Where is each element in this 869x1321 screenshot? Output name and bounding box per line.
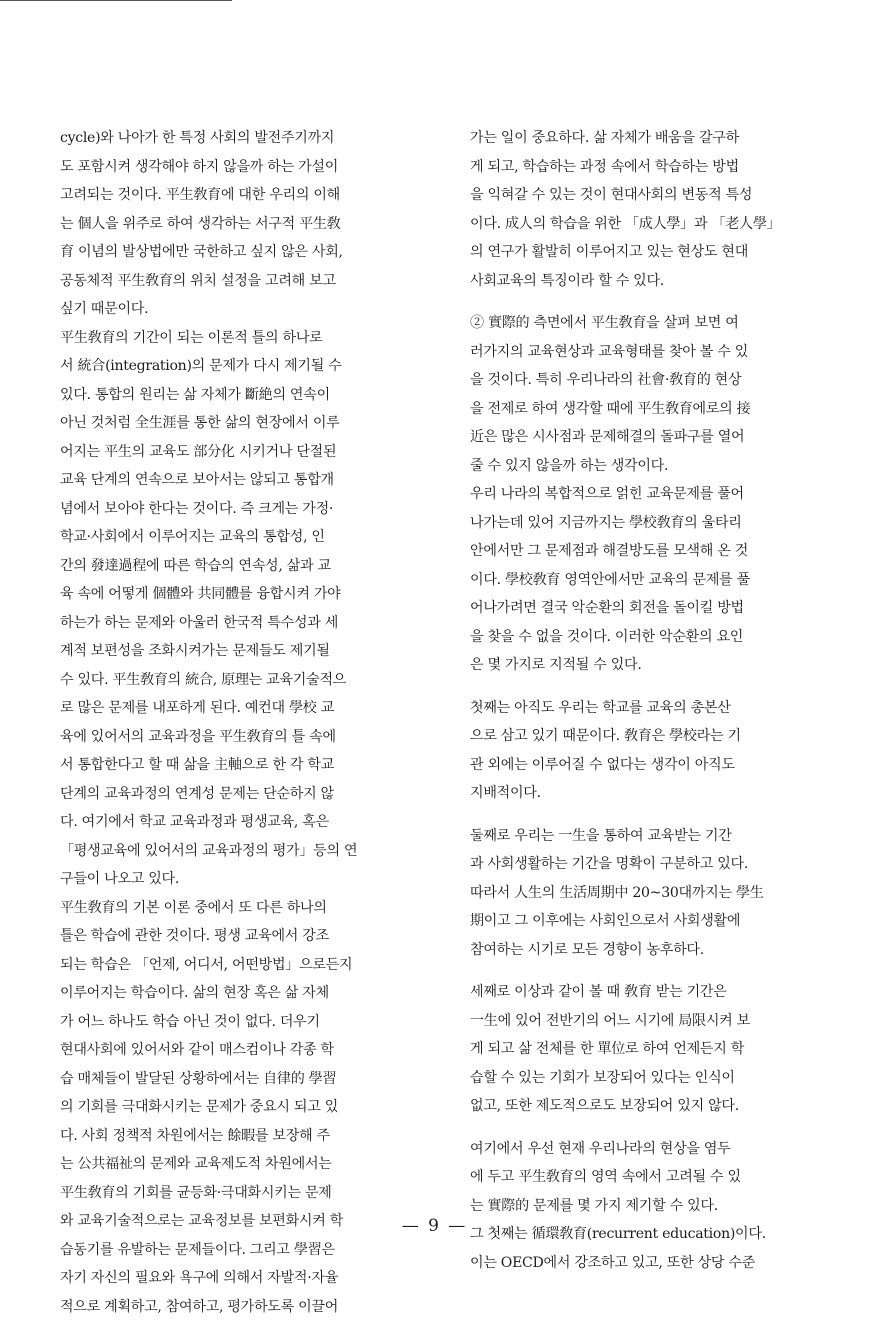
text-line: 교육 단계의 연속으로 보아서는 않되고 통합개 [60,466,446,495]
text-line: 가는 일이 중요하다. 삶 자체가 배움을 갈구하 [470,124,826,153]
page-number: — 9 — [0,1216,869,1236]
text-line: 의 연구가 활발히 이루어지고 있는 현상도 현대 [470,238,826,267]
text-line: 우리 나라의 복합적으로 얽힌 교육문제를 풀어 [470,480,826,509]
paragraph-gap [470,680,826,694]
text-line: 와 교육기술적으로는 교육정보를 보편화시켜 학 [60,1207,446,1236]
text-line: 게 되고 삶 전체를 한 單位로 하여 언제든지 학 [470,1035,826,1064]
text-line: 나가는데 있어 지금까지는 學校敎育의 울타리 [470,509,826,538]
text-line: 어나가려면 결국 악순환의 회전을 돌이킬 방법 [470,594,826,623]
text-line: 을 익혀갈 수 있는 것이 현대사회의 변동적 특성 [470,181,826,210]
text-line: 平生敎育의 기회를 균등화·극대화시키는 문제 [60,1179,446,1208]
text-line: 으로 삼고 있기 때문이다. 敎育은 學校라는 기 [470,722,826,751]
text-line: 싶기 때문이다. [60,295,446,324]
text-line: 로 많은 문제를 내포하게 된다. 예컨대 學校 교 [60,694,446,723]
text-line: 育 이념의 발상법에만 국한하고 싶지 않은 사회, [60,238,446,267]
text-line: 一生에 있어 전반기의 어느 시기에 局限시켜 보 [470,1007,826,1036]
text-line: 안에서만 그 문제점과 해결방도를 모색해 온 것 [470,537,826,566]
text-line: 을 전제로 하여 생각할 때에 平生敎育에로의 接 [470,395,826,424]
text-line: 계적 보편성을 조화시켜가는 문제들도 제기될 [60,637,446,666]
text-line: 는 實際的 문제를 몇 가지 제기할 수 있다. [470,1192,826,1221]
text-line: 습 매체들이 발달된 상황하에서는 自律的 學習 [60,1065,446,1094]
text-line: 관 외에는 이루어질 수 없다는 생각이 아직도 [470,751,826,780]
text-line: 이루어지는 학습이다. 삶의 현장 혹은 삶 자체 [60,979,446,1008]
text-line: 어지는 平生의 교육도 部分化 시키거나 단절된 [60,438,446,467]
paragraph-gap [470,295,826,309]
text-line: 세째로 이상과 같이 볼 때 敎育 받는 기간은 [470,978,826,1007]
text-line: 지배적이다. [470,779,826,808]
text-line: 는 個人을 위주로 하여 생각하는 서구적 平生敎 [60,210,446,239]
text-line: 이는 OECD에서 강조하고 있고, 또한 상당 수준 [470,1249,826,1278]
text-line: 러가지의 교육현상과 교육형태를 찾아 볼 수 있 [470,338,826,367]
text-line: 첫째는 아직도 우리는 학교를 교육의 총본산 [470,694,826,723]
text-line: 平生敎育의 기본 이론 중에서 또 다른 하나의 [60,894,446,923]
text-line: 현대사회에 있어서와 같이 매스컴이나 각종 학 [60,1036,446,1065]
text-line: 학교·사회에서 이루어지는 교육의 통합성, 인 [60,523,446,552]
text-line: ② 實際的 측면에서 平生敎育을 살펴 보면 여 [470,309,826,338]
text-line: 가 어느 하나도 학습 아닌 것이 없다. 더우기 [60,1008,446,1037]
text-line: 참여하는 시기로 모든 경향이 농후하다. [470,936,826,965]
text-line: 그 첫째는 循環敎育(recurrent education)이다. [470,1220,826,1249]
text-line: 육 속에 어떻게 個體와 共同體를 융합시켜 가야 [60,580,446,609]
text-line: 습동기를 유발하는 문제들이다. 그리고 學習은 [60,1236,446,1265]
text-line: 적으로 계획하고, 참여하고, 평가하도록 이끌어 [60,1293,446,1321]
text-line: 간의 發達過程에 따른 학습의 연속성, 삶과 교 [60,552,446,581]
left-column [60,124,446,1321]
paragraph-gap [470,808,826,822]
right-column [470,124,826,1277]
text-line: 「평생교육에 있어서의 교육과정의 평가」등의 연 [60,837,446,866]
text-line: 되는 학습은 「언제, 어디서, 어떤방법」으로든지 [60,951,446,980]
text-line: 공동체적 平生敎育의 위치 설정을 고려해 보고 [60,267,446,296]
text-line: 없고, 또한 제도적으로도 보장되어 있지 않다. [470,1092,826,1121]
text-line: 단계의 교육과정의 연계성 문제는 단순하지 않 [60,780,446,809]
text-line: 近은 많은 시사점과 문제해결의 돌파구를 열어 [470,423,826,452]
text-line: 고려되는 것이다. 平生敎育에 대한 우리의 이해 [60,181,446,210]
text-line: 아닌 것처럼 全生涯를 통한 삶의 현장에서 이루 [60,409,446,438]
text-line: 이다. 學校敎育 영역안에서만 교육의 문제를 풀 [470,566,826,595]
text-line: 다. 사회 정책적 차원에서는 餘暇를 보장해 주 [60,1122,446,1151]
text-line: 하는가 하는 문제와 아울러 한국적 특수성과 세 [60,609,446,638]
paragraph-gap [470,1121,826,1135]
text-line: 구들이 나오고 있다. [60,865,446,894]
text-line: 게 되고, 학습하는 과정 속에서 학습하는 방법 [470,153,826,182]
text-line: 平生敎育의 기간이 되는 이론적 틀의 하나로 [60,324,446,353]
text-line: 다. 여기에서 학교 교육과정과 평생교육, 혹은 [60,808,446,837]
text-line: 자기 자신의 필요와 욕구에 의해서 자발적·자율 [60,1264,446,1293]
text-line: 줄 수 있지 않을까 하는 생각이다. [470,452,826,481]
text-line: 의 기회를 극대화시키는 문제가 중요시 되고 있 [60,1093,446,1122]
text-line: 을 찾을 수 없을 것이다. 이러한 악순환의 요인 [470,623,826,652]
text-line: 도 포함시켜 생각해야 하지 않을까 하는 가설이 [60,153,446,182]
text-line: 습할 수 있는 기회가 보장되어 있다는 인식이 [470,1064,826,1093]
text-line: 육에 있어서의 교육과정을 平生敎育의 틀 속에 [60,723,446,752]
text-line: 수 있다. 平生敎育의 統合, 原理는 교육기술적으 [60,666,446,695]
text-line: 념에서 보아야 한다는 것이다. 즉 크게는 가정· [60,495,446,524]
text-line: cycle)와 나아가 한 특정 사회의 발전주기까지 [60,124,446,153]
text-line: 에 두고 平生敎育의 영역 속에서 고려될 수 있 [470,1163,826,1192]
text-line: 을 것이다. 특히 우리나라의 社會·敎育的 현상 [470,366,826,395]
text-line: 둘째로 우리는 一生을 통하여 교육받는 기간 [470,822,826,851]
text-line: 期이고 그 이후에는 사회인으로서 사회생활에 [470,907,826,936]
text-line: 사회교육의 특징이라 할 수 있다. [470,267,826,296]
text-line: 틀은 학습에 관한 것이다. 평생 교육에서 강조 [60,922,446,951]
top-rule [0,0,232,1]
text-line: 과 사회생활하는 기간을 명확이 구분하고 있다. [470,850,826,879]
text-line: 따라서 人生의 生活周期中 20~30대까지는 學生 [470,879,826,908]
text-line: 있다. 통합의 원리는 삶 자체가 斷絶의 연속이 [60,381,446,410]
text-line: 서 統合(integration)의 문제가 다시 제기될 수 [60,352,446,381]
paragraph-gap [470,964,826,978]
text-line: 는 公共福祉의 문제와 교육제도적 차원에서는 [60,1150,446,1179]
text-line: 은 몇 가지로 지적될 수 있다. [470,651,826,680]
text-line: 여기에서 우선 현재 우리나라의 현상을 염두 [470,1135,826,1164]
text-line: 이다. 成人의 학습을 위한 「成人學」과 「老人學」 [470,210,826,239]
text-line: 서 통합한다고 할 때 삶을 主軸으로 한 각 학교 [60,751,446,780]
